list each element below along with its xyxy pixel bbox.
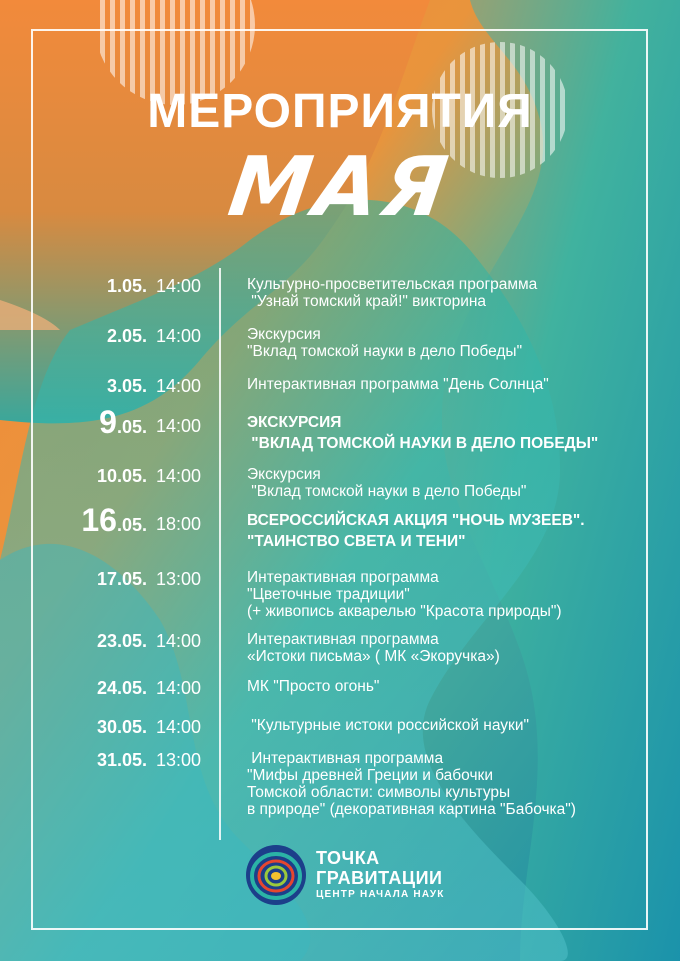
event-month: .05. [116,466,147,486]
event-month: .05. [116,631,147,651]
event-date [97,678,147,699]
event-day: 16 [81,502,117,538]
event-description: "Культурные истоки российской науки" [247,717,529,734]
event-date [97,466,147,487]
event-date [97,631,147,652]
event-time: 14:00 [156,416,202,436]
event-month: .05. [116,717,147,737]
event-description: Культурно-просветительская программа "Узнай томский край!" викторина [247,276,538,310]
event-time: 14:00 [156,678,202,698]
event-date [81,502,147,539]
event-time: 14:00 [156,276,202,296]
event-day: 1 [106,276,117,296]
event-month: .05. [116,678,147,698]
event-description: ВСЕРОССИЙСКАЯ АКЦИЯ "НОЧЬ МУЗЕЕВ". "ТАИНСТВО СВЕТА И ТЕНИ" [247,512,585,550]
event-month: .05. [116,569,147,589]
event-day: 3 [106,376,117,396]
event-date [107,276,147,297]
event-description: Экскурсия "Вклад томской науки в дело Победы" [247,466,527,500]
event-time: 14:00 [156,717,202,737]
event-month: .05. [116,750,147,770]
event-time: 14:00 [156,376,202,396]
event-month: .05. [116,515,147,535]
event-date [107,326,147,347]
event-date [107,376,147,397]
event-description: МК "Просто огонь" [247,678,380,695]
event-day: 9 [99,404,117,440]
timeline-divider [219,268,221,840]
event-day: 30 [96,717,117,737]
event-day: 23 [96,631,117,651]
event-day: 31 [96,750,117,770]
title-month: МАЯ [223,140,457,235]
event-description: Экскурсия "Вклад томской науки в дело Победы" [247,326,523,360]
gravity-point-logo-icon [243,840,313,910]
event-day: 17 [96,569,117,589]
event-description: Интерактивная программа "День Солнца" [247,376,549,393]
event-month: .05. [116,276,147,296]
event-time: 14:00 [156,326,202,346]
event-time: 18:00 [156,514,202,534]
brand-name-line2: ГРАВИТАЦИИ [316,868,443,888]
event-time: 13:00 [156,750,202,770]
event-description: Интерактивная программа «Истоки письма» ( МК «Экоручка») [247,631,500,665]
event-day: 2 [106,326,117,346]
event-description: Интерактивная программа "Мифы древней Греции и бабочки Томской области: символы культуры в природе" (декоративная картина "Бабочка") [247,750,576,818]
event-date [97,717,147,738]
event-month: .05. [116,417,147,437]
event-date [99,404,147,441]
event-time: 14:00 [156,631,202,651]
event-month: .05. [116,326,147,346]
brand-name-line1: ТОЧКА [316,848,380,868]
event-description: ЭКСКУРСИЯ "ВКЛАД ТОМСКОЙ НАУКИ В ДЕЛО ПОБЕДЫ" [247,414,599,452]
event-description: Интерактивная программа "Цветочные традиции" (+ живопись акварелью "Красота природы") [247,569,562,620]
title-events: МЕРОПРИЯТИЯ [147,85,533,138]
event-time: 14:00 [156,466,202,486]
event-month: .05. [116,376,147,396]
brand-tagline: ЦЕНТР НАЧАЛА НАУК [316,889,445,900]
event-day: 24 [96,678,117,698]
event-time: 13:00 [156,569,202,589]
event-date [97,750,147,771]
event-date [97,569,147,590]
event-day: 10 [96,466,117,486]
